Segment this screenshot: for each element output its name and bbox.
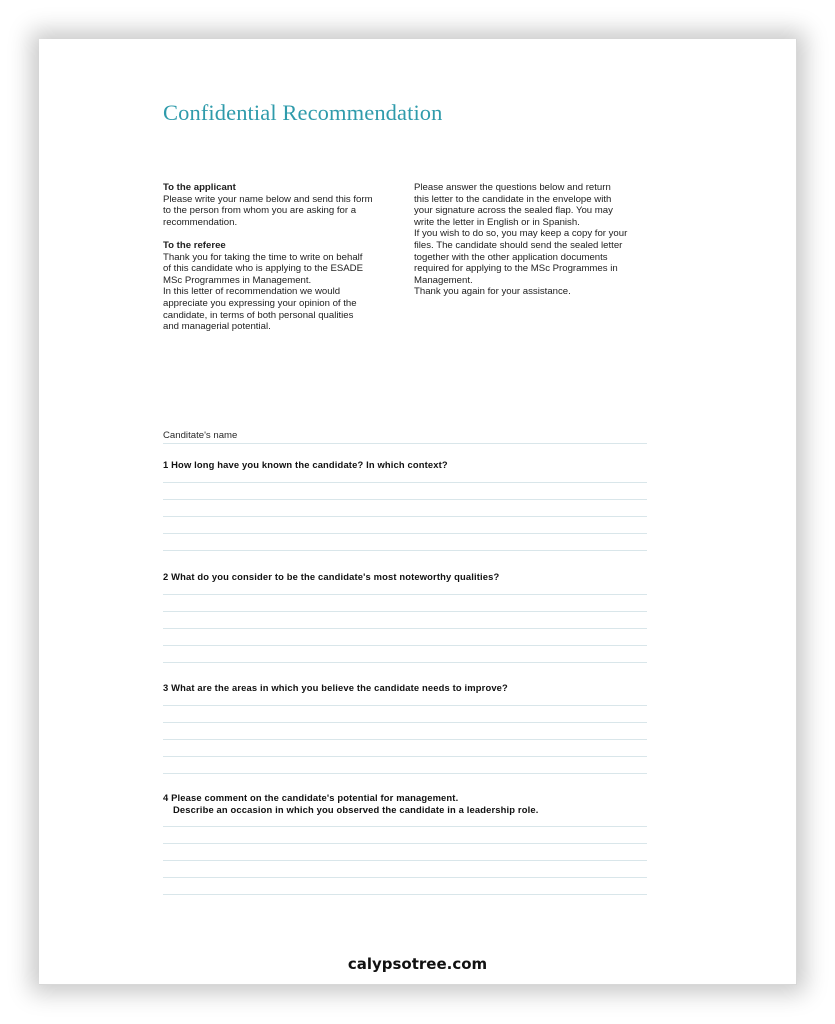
instruction-line: If you wish to do so, you may keep a copy for your [414,228,628,240]
candidate-name-field[interactable] [163,430,647,444]
question-text [163,792,647,815]
answer-line[interactable] [163,594,647,595]
document-title: Confidential Recommendation [163,100,443,125]
question-4 [163,792,647,895]
answer-line[interactable] [163,662,647,663]
question-text [163,459,647,471]
answer-line[interactable] [163,611,647,612]
instruction-line: your signature across the sealed flap. You may [414,205,613,217]
instruction-line: Thank you again for your assistance. [414,286,571,298]
question-1 [163,459,647,551]
instruction-line: write the letter in English or in Spanish. [414,216,580,228]
referee-line: In this letter of recommendation we would [163,286,341,298]
candidate-name-label: Canditate's name [163,430,238,441]
instruction-line: required for applying to the MSc Programmes in [414,263,618,275]
answer-line[interactable] [163,843,647,844]
answer-line[interactable] [163,739,647,740]
applicant-line: recommendation. [163,216,238,228]
question-text [163,571,647,583]
document-page [39,39,797,985]
question-label: Please comment on the candidate's potential for management. [171,792,459,803]
referee-line: candidate, in terms of both personal qualities [163,309,354,321]
instruction-line: this letter to the candidate in the envelope with [414,193,612,205]
question-label: What are the areas in which you believe the candidate needs to improve? [171,682,508,693]
instruction-line: Management. [414,274,473,286]
answer-line[interactable] [163,756,647,757]
question-number: 3 [163,682,169,693]
question-number: 4 [163,792,169,803]
referee-line: and managerial potential. [163,321,271,333]
answer-line[interactable] [163,705,647,706]
answer-line[interactable] [163,877,647,878]
question-label: How long have you known the candidate? In which context? [171,459,448,470]
instruction-line: together with the other application documents [414,251,608,263]
watermark: calypsotree.com [347,955,488,973]
answer-line[interactable] [163,628,647,629]
question-number: 2 [163,571,169,582]
referee-heading: To the referee [163,239,226,251]
question-2 [163,571,647,663]
answer-line[interactable] [163,722,647,723]
answer-line[interactable] [163,482,647,483]
referee-line: Thank you for taking the time to write on behalf [163,251,363,263]
answer-line[interactable] [163,645,647,646]
referee-line: appreciate you expressing your opinion of the [163,297,357,309]
answer-line[interactable] [163,773,647,774]
answer-line[interactable] [163,860,647,861]
intro-right-column [414,182,664,298]
question-sublabel: Describe an occasion in which you observed the candidate in a leadership role. [173,803,539,815]
answer-line[interactable] [163,533,647,534]
intro-left-column [163,182,403,333]
applicant-line: Please write your name below and send this form [163,193,373,205]
answer-line[interactable] [163,550,647,551]
answer-line[interactable] [163,894,647,895]
question-3 [163,682,647,774]
referee-line: MSc Programmes in Management. [163,274,312,286]
question-text [163,682,647,694]
question-number: 1 [163,459,169,470]
answer-line[interactable] [163,499,647,500]
answer-line[interactable] [163,826,647,827]
instruction-line: files. The candidate should send the sealed letter [414,239,623,251]
question-label: What do you consider to be the candidate's most noteworthy qualities? [171,571,500,582]
answer-line[interactable] [163,516,647,517]
applicant-heading: To the applicant [163,182,236,193]
applicant-line: to the person from whom you are asking for a [163,205,357,217]
spacer [163,228,403,240]
instruction-line: Please answer the questions below and return [414,182,611,193]
referee-line: of this candidate who is applying to the ESADE [163,263,363,275]
